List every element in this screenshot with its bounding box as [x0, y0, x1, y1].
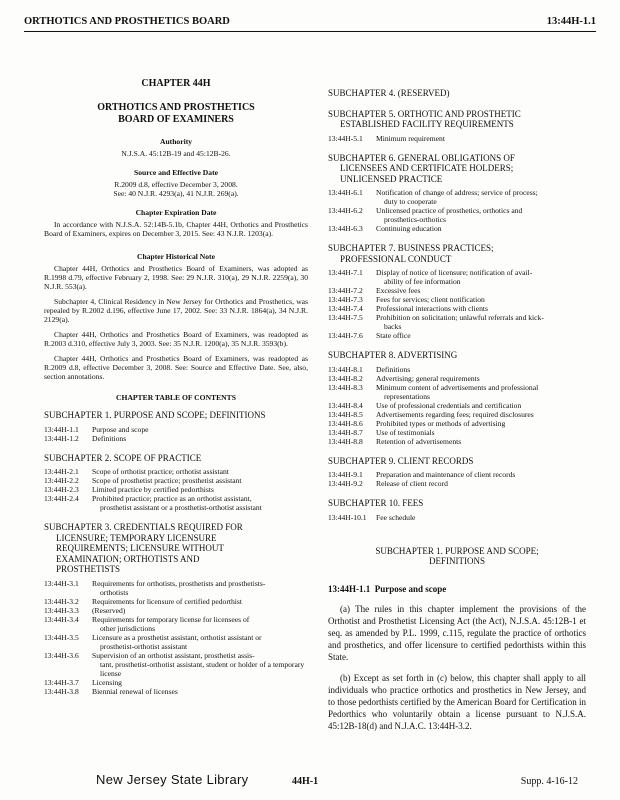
section-number: 13:44H-8.2	[328, 373, 363, 383]
section-number: 13:44H-9.2	[328, 479, 363, 488]
toc-subchapter-4	[328, 88, 586, 99]
section-title: Scope of prosthetist practice; prosthetist assistant	[92, 476, 242, 485]
title-continuation: orthotists	[100, 587, 129, 597]
source-text	[44, 180, 308, 198]
section-number: 13:44H-7.3	[328, 295, 363, 304]
title-line: Display of notice of licensure; notification of avail-	[376, 268, 533, 277]
section-number: 13:44H-7.1	[328, 268, 363, 277]
title-line: Requirements for orthotists, prosthetists and prosthetists-	[92, 578, 266, 588]
chapter-title-line: BOARD OF EXAMINERS	[118, 113, 234, 125]
running-header	[24, 16, 596, 30]
section-number: 13:44H-7.2	[328, 286, 363, 295]
section-number: 13:44H-3.1	[44, 578, 79, 588]
subchapter-heading	[328, 243, 586, 264]
toc-entry[interactable]	[328, 286, 586, 295]
toc-entry[interactable]	[328, 410, 586, 419]
toc-subchapter-7	[328, 243, 586, 340]
section-title: Retention of advertisements	[376, 436, 462, 446]
section-number: 13:44H-8.8	[328, 436, 363, 446]
title-line: Prohibited practice; practice as an orthotist assistant,	[92, 494, 252, 503]
section-heading	[328, 585, 586, 594]
section-title: Use of testimonials	[376, 427, 435, 437]
section-number: 13:44H-10.1	[328, 512, 367, 522]
section-title: Requirements for licensure of certified pedorthist	[92, 596, 242, 606]
section-number: 13:44H-3.6	[44, 650, 79, 660]
library-stamp: New Jersey State Library	[96, 772, 249, 787]
source-heading: Source and Effective Date	[133, 168, 218, 177]
header-title: ORTHOTICS AND PROSTHETICS BOARD	[24, 16, 230, 27]
title-continuation: ability of fee information	[384, 277, 461, 286]
title-line: Notification of change of address; service of process;	[376, 188, 538, 197]
section-title: Purpose and scope	[92, 424, 149, 434]
section-title: Fees for services; client notification	[376, 295, 485, 304]
subchapter-heading: SUBCHAPTER 4. (RESERVED)	[328, 88, 450, 98]
toc-entry[interactable]	[44, 687, 308, 696]
heading-line: LICENSEES AND CERTIFICATE HOLDERS;	[340, 163, 514, 173]
chapter-title	[44, 102, 308, 125]
heading-line: PROFESSIONAL CONDUCT	[340, 253, 452, 264]
toc-subchapter-2	[44, 453, 308, 513]
section-title: Limited practice by certified pedorthists	[92, 485, 214, 494]
section-number: 13:44H-1.1	[44, 424, 79, 434]
section-number: 13:44H-1.1	[328, 583, 371, 594]
section-title: Purpose and scope	[374, 583, 447, 594]
section-number: 13:44H-8.4	[328, 400, 363, 410]
heading-line: SUBCHAPTER 6. GENERAL OBLIGATIONS OF	[328, 152, 515, 163]
subchapter-heading	[328, 109, 586, 130]
section-number: 13:44H-2.1	[44, 467, 79, 476]
heading-line: DEFINITIONS	[429, 556, 485, 566]
historical-note: Chapter 44H, Orthotics and Prosthetics Board of Examiners, was readopted as R.2003 d.310, effective July 3, 2003. See: 35 N.J.R. 1200(a), 35 N.J.R. 3593(b).	[44, 330, 308, 348]
toc-entry[interactable]	[328, 419, 586, 428]
section-number: 13:44H-3.3	[44, 605, 79, 615]
toc-entry[interactable]	[328, 383, 586, 401]
toc-heading: CHAPTER TABLE OF CONTENTS	[116, 393, 236, 402]
historical-note: Chapter 44H, Orthotics and Prosthetics Board of Examiners, was adopted as R.1998 d.79, effective February 2, 1998. See: 29 N.J.R. 310(a), 29 N.J.R. 2259(a), 30 N.J.R. 553(a).	[44, 264, 308, 291]
toc-entry[interactable]	[328, 188, 586, 206]
chapter-title-line: ORTHOTICS AND PROSTHETICS	[97, 102, 255, 113]
toc-entry[interactable]	[328, 470, 586, 479]
source-line: R.2009 d.8, effective December 3, 2008.	[114, 180, 238, 189]
toc-entry[interactable]	[328, 437, 586, 446]
toc-entry[interactable]	[44, 597, 308, 606]
page-number: 44H-1	[292, 776, 319, 787]
toc-subchapter-9	[328, 456, 586, 489]
supplement-date: Supp. 4-16-12	[520, 776, 578, 787]
toc-entry[interactable]	[328, 224, 586, 233]
toc-subchapter-6	[328, 153, 586, 234]
section-title: Licensing	[92, 677, 122, 687]
toc-entry[interactable]	[328, 401, 586, 410]
header-section: 13:44H-1.1	[546, 16, 596, 27]
section-title	[92, 494, 308, 512]
toc-subchapter-10	[328, 498, 586, 522]
section-number: 13:44H-8.6	[328, 418, 363, 428]
title-line: Licensure as a prosthetist assistant, orthotist assistant or	[92, 632, 262, 642]
section-number: 13:44H-5.1	[328, 133, 363, 143]
heading-line: PROSTHETISTS	[56, 564, 121, 574]
title-line: Unlicensed practice of prosthetics, orthotics and	[376, 206, 523, 215]
toc-entry[interactable]	[328, 268, 586, 286]
heading-line: SUBCHAPTER 3. CREDENTIALS REQUIRED FOR	[44, 522, 243, 532]
section-number: 13:44H-7.5	[328, 313, 363, 322]
historical-note: Chapter 44H, Orthotics and Prosthetics Board of Examiners, was readopted as R.2009 d.8, effective December 3, 2008. See: Source and Effective Date. See, also, section annotations.	[44, 354, 308, 381]
toc-entry[interactable]	[44, 633, 308, 651]
left-column	[44, 68, 308, 706]
section-number: 13:44H-2.2	[44, 476, 79, 485]
heading-line: UNLICENSED PRACTICE	[340, 173, 443, 184]
section-title: Fee schedule	[376, 512, 416, 522]
section-title	[92, 579, 308, 597]
section-title: Advertisements regarding fees; required disclosures	[376, 409, 534, 419]
subchapter-heading: SUBCHAPTER 2. SCOPE OF PRACTICE	[44, 452, 202, 463]
section-number: 13:44H-1.2	[44, 433, 79, 443]
section-title: Minimum requirement	[376, 133, 445, 143]
toc-entry[interactable]	[44, 485, 308, 494]
section-title: Excessive fees	[376, 286, 421, 295]
historical-note: Subchapter 4, Clinical Residency in New Jersey for Orthotics and Prosthetics, was repealed by R.2002 d.196, effective June 17, 2002. See: 33 N.J.R. 1864(a), 34 N.J.R. 2129(a).	[44, 297, 308, 324]
section-title: Definitions	[376, 364, 411, 374]
section-number: 13:44H-8.1	[328, 364, 363, 374]
section-title	[376, 188, 586, 206]
heading-line: SUBCHAPTER 7. BUSINESS PRACTICES;	[328, 243, 494, 253]
toc-entry[interactable]	[328, 365, 586, 374]
section-title: Prohibited types or methods of advertising	[376, 418, 506, 428]
section-title: Release of client record	[376, 479, 448, 488]
title-continuation: prosthetics-orthotics	[384, 215, 447, 224]
title-continuation: representations	[384, 391, 430, 401]
section-title: Use of professional credentials and certification	[376, 400, 522, 410]
section-title	[376, 268, 586, 286]
section-title	[376, 313, 586, 331]
section-title: Continuing education	[376, 224, 442, 233]
toc-subchapter-1	[44, 410, 308, 443]
title-line: Minimum content of advertisements and professional	[376, 382, 539, 392]
toc-entry[interactable]	[44, 434, 308, 443]
section-title: (Reserved)	[92, 605, 126, 615]
title-continuation: prosthetist-orthotist assistant	[100, 641, 188, 651]
paragraph-a: (a) The rules in this chapter implement the provisions of the Orthotist and Prosthetist Licensing Act (the Act), N.J.S.A. 45:12B-1 et seq. as amended by P.L. 1999, c.115, regulate the practice of orthotics and prosthetics, and offer licensure to certified pedorthists within this State.	[328, 603, 586, 663]
toc-entry[interactable]	[328, 313, 586, 331]
section-number: 13:44H-6.2	[328, 206, 363, 215]
section-number: 13:44H-3.4	[44, 614, 79, 624]
toc-entry[interactable]	[44, 494, 308, 512]
title-line: Requirements for temporary license for licensees of	[92, 614, 250, 624]
title-continuation: other jurisdictions	[100, 623, 156, 633]
heading-line: ESTABLISHED FACILITY REQUIREMENTS	[340, 119, 514, 129]
toc-entry[interactable]	[328, 304, 586, 313]
toc-entry[interactable]	[44, 476, 308, 485]
toc-entry[interactable]	[328, 374, 586, 383]
subchapter-heading	[328, 153, 586, 185]
expiration-text: In accordance with N.J.S.A. 52:14B-5.1b, Chapter 44H, Orthotics and Prosthetics Board of Examiners, expires on December 3, 2015. See: 43 N.J.R. 1203(a).	[44, 220, 308, 238]
subchapter-heading: SUBCHAPTER 9. CLIENT RECORDS	[328, 455, 474, 466]
title-continuation: tant, prosthetist-orthotist assistant, student or holder of a temporary license	[100, 659, 305, 678]
section-number: 13:44H-3.5	[44, 632, 79, 642]
toc-entry[interactable]	[44, 425, 308, 434]
title-line: Prohibition on solicitation; unlawful referrals and kick-	[376, 313, 544, 322]
section-title: Definitions	[92, 433, 127, 443]
subchapter-1-heading	[328, 546, 586, 567]
heading-line: REQUIREMENTS; LICENSURE WITHOUT	[56, 543, 224, 553]
authority-heading: Authority	[159, 137, 193, 146]
heading-line: EXAMINATION; ORTHOTISTS AND	[56, 553, 200, 564]
section-number: 13:44H-3.7	[44, 677, 79, 687]
section-title	[92, 651, 308, 678]
section-number: 13:44H-6.1	[328, 188, 363, 197]
toc-entry[interactable]	[328, 479, 586, 488]
toc-entry[interactable]	[44, 579, 308, 597]
toc-entry[interactable]	[328, 206, 586, 224]
section-title: Biennial renewal of licenses	[92, 686, 178, 696]
section-number: 13:44H-6.3	[328, 224, 363, 233]
title-continuation: backs	[384, 322, 402, 331]
title-continuation: duty to cooperate	[384, 197, 437, 206]
header-rule	[24, 31, 596, 32]
section-title	[376, 206, 586, 224]
toc-entry[interactable]	[44, 678, 308, 687]
section-number: 13:44H-8.7	[328, 427, 363, 437]
expiration-heading: Chapter Expiration Date	[135, 208, 217, 217]
subchapter-heading: SUBCHAPTER 1. PURPOSE AND SCOPE; DEFINITIONS	[44, 410, 266, 420]
heading-line: SUBCHAPTER 1. PURPOSE AND SCOPE;	[375, 545, 539, 556]
authority-text: N.J.S.A. 45:12B-19 and 45:12B-26.	[121, 149, 231, 158]
heading-line: SUBCHAPTER 5. ORTHOTIC AND PROSTHETIC	[328, 108, 521, 119]
section-title: Professional interactions with clients	[376, 304, 488, 313]
historical-heading: Chapter Historical Note	[137, 252, 215, 261]
toc-entry[interactable]	[44, 606, 308, 615]
section-title	[92, 615, 308, 633]
source-line: See: 40 N.J.R. 4293(a), 41 N.J.R. 269(a).	[113, 189, 239, 198]
section-title: Scope of orthotist practice; orthotist assistant	[92, 467, 229, 476]
toc-entry[interactable]	[328, 331, 586, 340]
section-number: 13:44H-2.3	[44, 485, 79, 494]
heading-line: LICENSURE; TEMPORARY LICENSURE	[56, 532, 217, 543]
subchapter-heading: SUBCHAPTER 10. FEES	[328, 498, 424, 508]
section-number: 13:44H-9.1	[328, 470, 363, 479]
toc-subchapter-5	[328, 109, 586, 143]
toc-entry[interactable]	[44, 651, 308, 678]
chapter-number: CHAPTER 44H	[141, 78, 211, 89]
section-number: 13:44H-3.2	[44, 596, 79, 606]
section-number: 13:44H-8.3	[328, 382, 363, 392]
paragraph-b: (b) Except as set forth in (c) below, this chapter shall apply to all individuals who practice orthotics and prosthetics in New Jersey, and to those pedorthists certified by the American Board for Certification in Pedorthics who voluntarily obtain a license pursuant to N.J.S.A. 45:12B-18(d) and N.J.A.C. 13:44H-3.2.	[328, 672, 586, 732]
section-title: State office	[376, 331, 411, 340]
toc-entry[interactable]	[44, 615, 308, 633]
toc-subchapter-8	[328, 350, 586, 446]
toc-subchapter-3	[44, 522, 308, 696]
section-title	[92, 633, 308, 651]
toc-entry[interactable]	[328, 134, 586, 143]
right-column	[328, 68, 586, 741]
title-continuation: prosthetist assistant or a prosthetist-orthotist assistant	[100, 503, 262, 512]
toc-entry[interactable]	[328, 513, 586, 522]
section-number: 13:44H-7.6	[328, 331, 363, 340]
section-title: Advertising; general requirements	[376, 373, 480, 383]
toc-entry[interactable]	[44, 467, 308, 476]
toc-entry[interactable]	[328, 428, 586, 437]
title-line: Supervision of an orthotist assistant, prosthetist assis-	[92, 650, 255, 660]
section-title: Preparation and maintenance of client records	[376, 470, 516, 479]
subchapter-heading: SUBCHAPTER 8. ADVERTISING	[328, 350, 458, 360]
section-number: 13:44H-3.8	[44, 686, 79, 696]
toc-entry[interactable]	[328, 295, 586, 304]
subchapter-heading	[44, 522, 308, 575]
section-number: 13:44H-7.4	[328, 304, 363, 313]
section-title	[376, 383, 586, 401]
section-number: 13:44H-2.4	[44, 494, 79, 503]
section-number: 13:44H-8.5	[328, 409, 363, 419]
